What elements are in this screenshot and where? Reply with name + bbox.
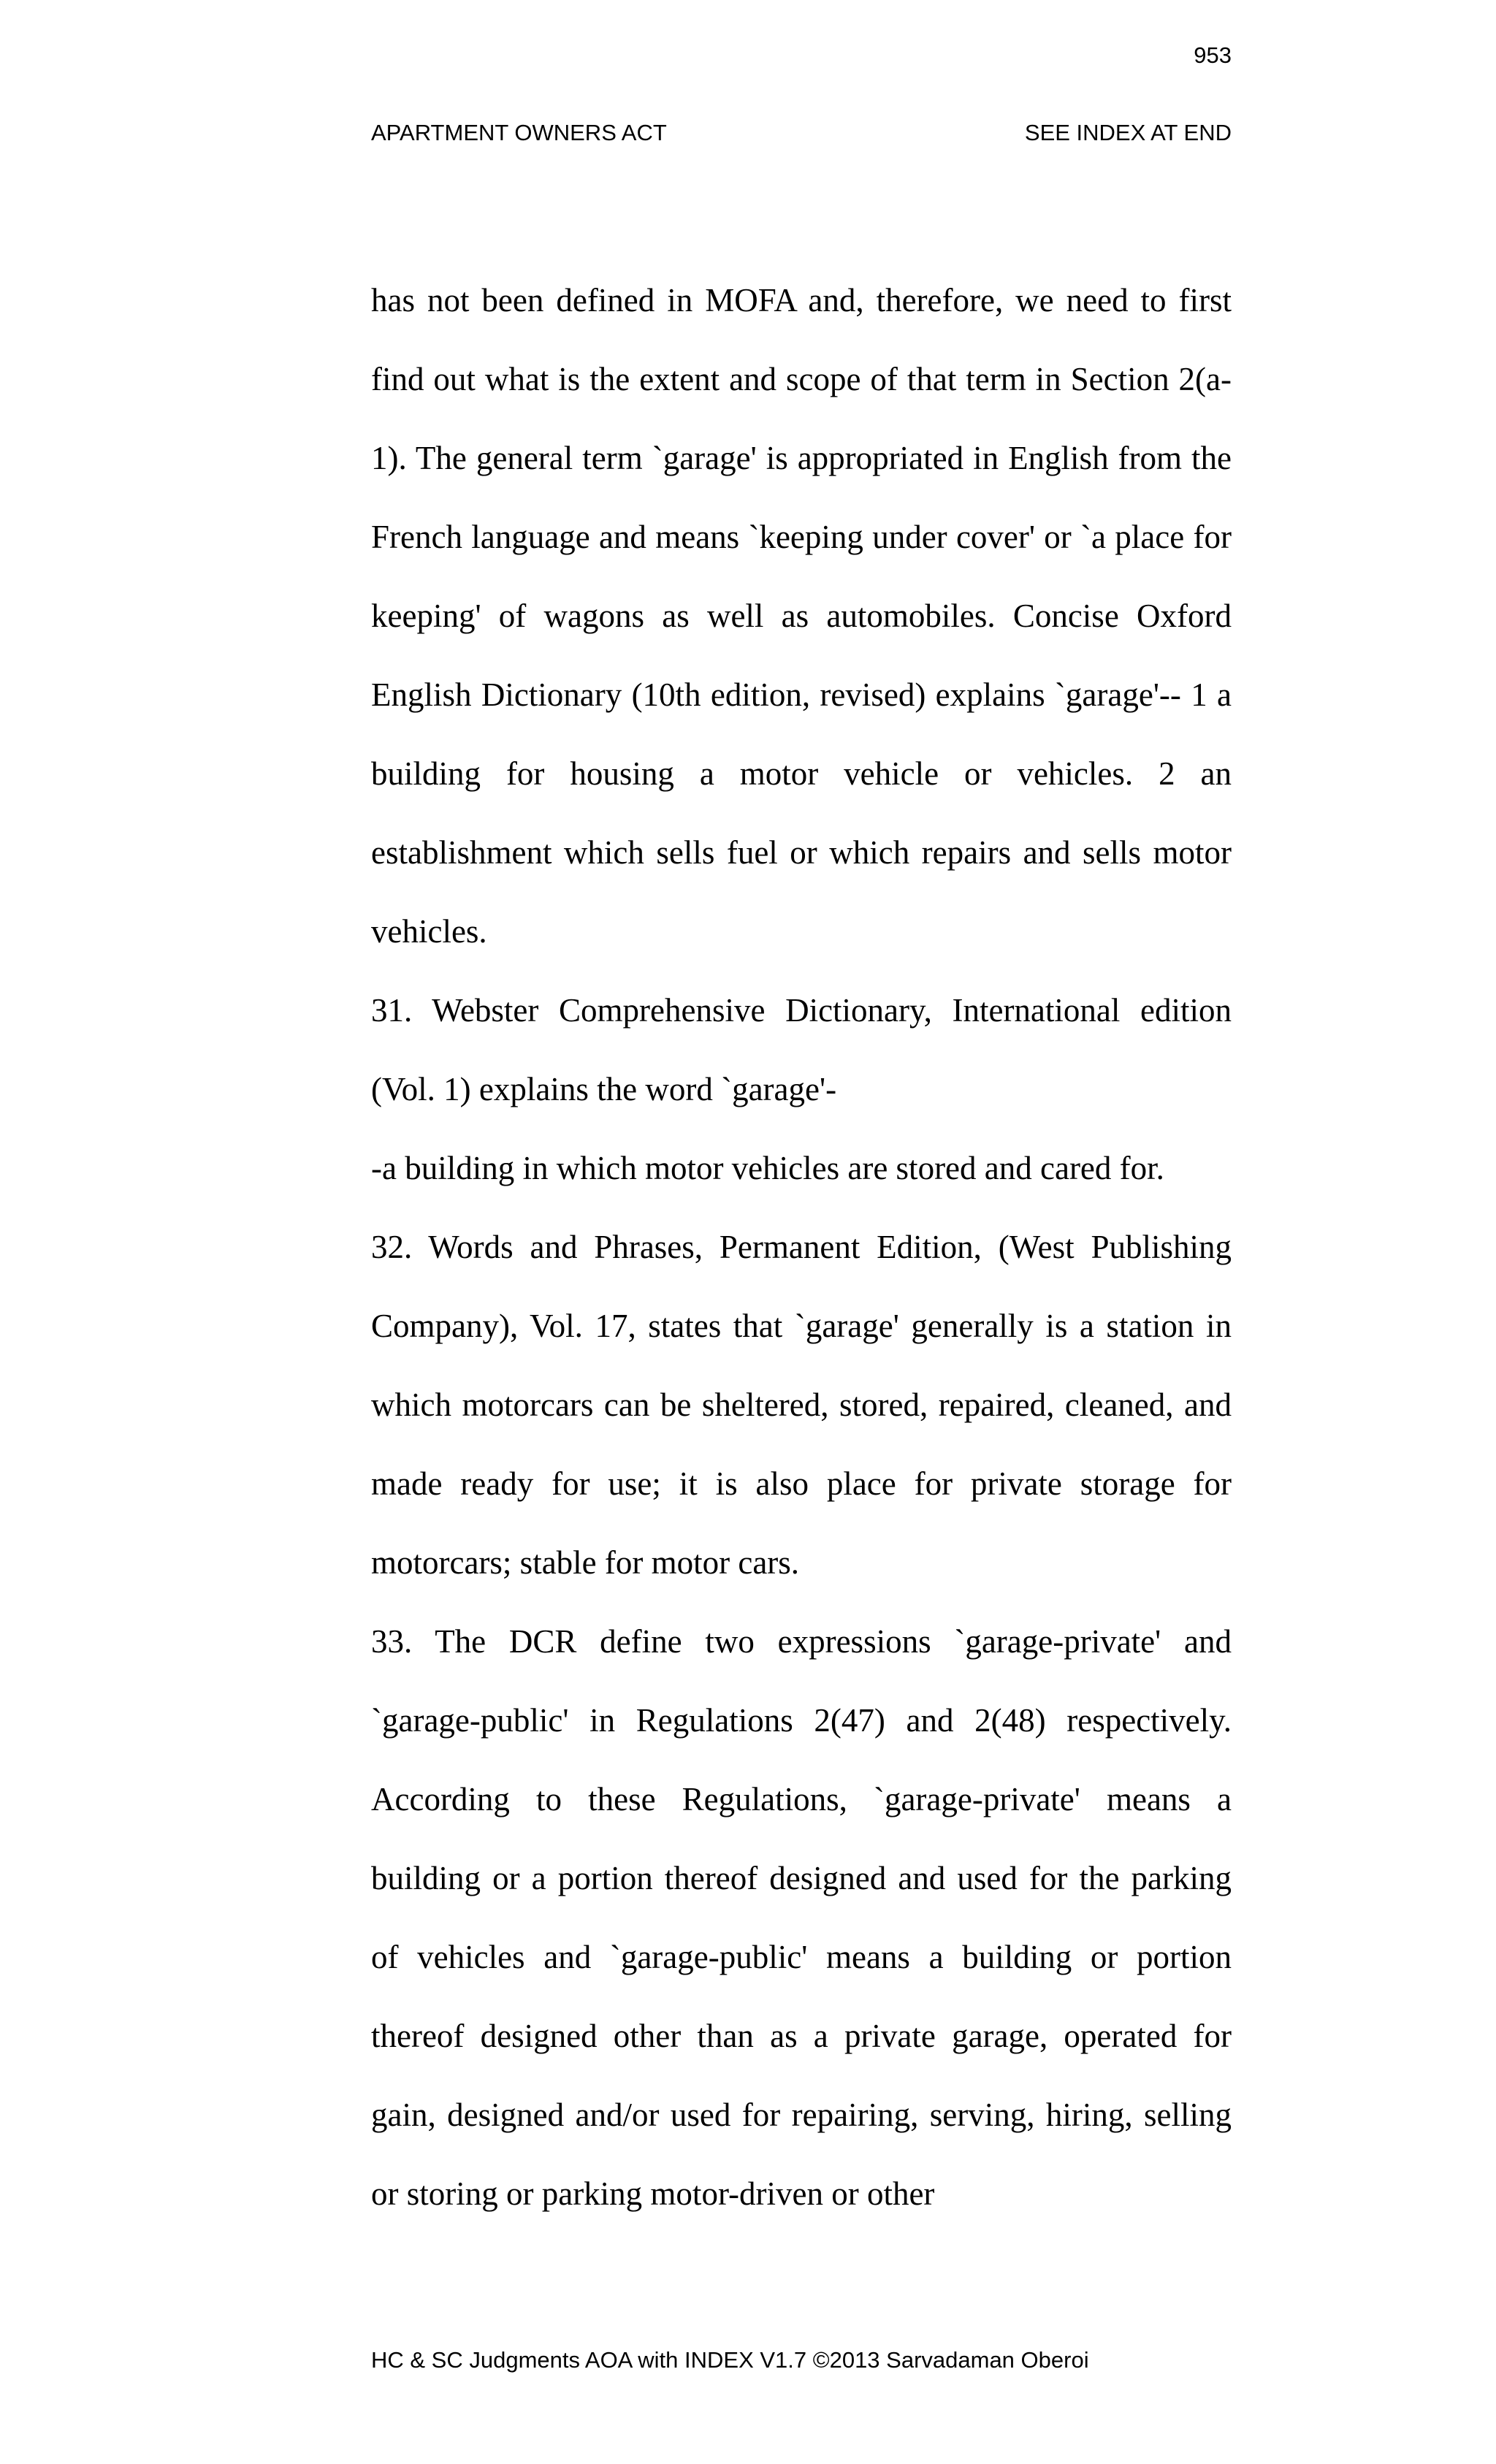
header-left-title: APARTMENT OWNERS ACT bbox=[371, 120, 667, 145]
paragraph-31-definition: -a building in which motor vehicles are stored and cared for. bbox=[371, 1150, 1164, 1186]
header-right-note: SEE INDEX AT END bbox=[1024, 120, 1232, 145]
page-footer: HC & SC Judgments AOA with INDEX V1.7 ©2013 Sarvadaman Oberoi bbox=[371, 2347, 1089, 2373]
paragraph-31: 31. Webster Comprehensive Dictionary, International edition (Vol. 1) explains the word `garage'- bbox=[371, 992, 1232, 1107]
page-number: 953 bbox=[1194, 42, 1232, 68]
paragraph-32: 32. Words and Phrases, Permanent Edition, (West Publishing Company), Vol. 17, states that `garage' generally is a station in which motorcars can be sheltered, stored, repaired, cleaned, and made ready for use; it is also place for private storage for motorcars; stable for motor cars. bbox=[371, 1229, 1232, 1581]
paragraph-33: 33. The DCR define two expressions `garage-private' and `garage-public' in Regulations 2(47) and 2(48) respectively. According to these Regulations, `garage-private' means a building or a portion thereof designed and used for the parking of vehicles and `garage-public' means a building or portion thereof designed other than as a private garage, operated for gain, designed and/or used for repairing, serving, hiring, selling or storing or parking motor-driven or other bbox=[371, 1623, 1232, 2212]
document-body bbox=[371, 261, 1232, 2233]
paragraph-1: has not been defined in MOFA and, therefore, we need to first find out what is the extent and scope of that term in Section 2(a-1). The general term `garage' is appropriated in English from the French language and means `keeping under cover' or `a place for keeping' of wagons as well as automobiles. Concise Oxford English Dictionary (10th edition, revised) explains `garage'-- 1 a building for housing a motor vehicle or vehicles. 2 an establishment which sells fuel or which repairs and sells motor vehicles. bbox=[371, 282, 1232, 950]
running-header bbox=[371, 120, 1232, 146]
